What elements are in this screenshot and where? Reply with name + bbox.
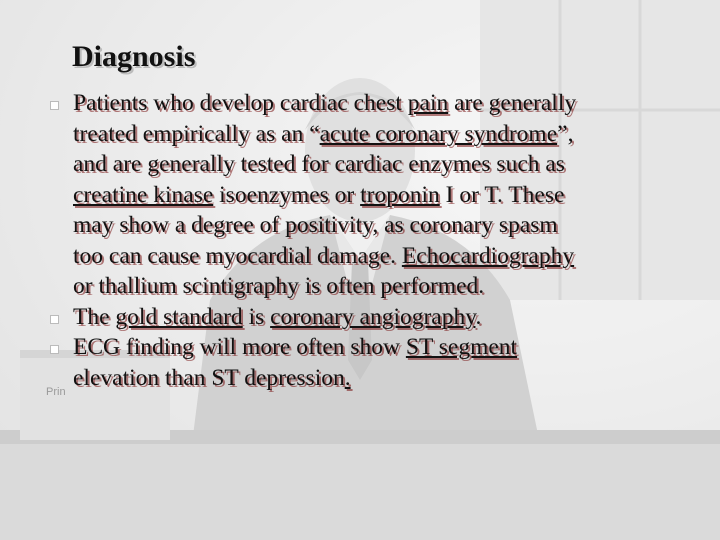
bullet-text: isoenzymes or [213, 181, 361, 208]
hyperlink[interactable]: ST segment [405, 334, 518, 360]
bullet-text: is [242, 303, 271, 330]
bullet-item [50, 302, 690, 333]
bullet-item [50, 332, 690, 393]
bullet-text: and are generally tested for cardiac enzymes such as [73, 151, 565, 177]
hyperlink[interactable]: . [344, 364, 351, 391]
bullet-list [50, 88, 690, 393]
bullet-square-icon [50, 315, 59, 324]
bullet-text: I or T. These [439, 181, 565, 208]
bullet-text: Patients who develop cardiac chest [73, 90, 408, 116]
bullet-square-icon [50, 101, 59, 110]
bullet-text: elevation than ST depression [73, 364, 345, 391]
slide-title: Diagnosis [72, 40, 196, 73]
hyperlink[interactable]: gold standard [115, 303, 243, 330]
bullet-text: . [475, 303, 482, 330]
bullet-text: may show a degree of positivity, as coronary spasm [73, 212, 558, 238]
hyperlink[interactable]: pain [407, 90, 449, 116]
bullet-item [50, 88, 690, 302]
hyperlink[interactable]: creatine kinase [73, 181, 214, 208]
bullet-text: ”, [557, 120, 574, 147]
background-caption: Prin [46, 386, 66, 398]
bullet-text: ECG finding will more often show [73, 334, 406, 360]
hyperlink[interactable]: troponin [360, 181, 440, 208]
hyperlink[interactable]: acute coronary syndrome [319, 120, 558, 147]
bullet-text: are generally [448, 90, 577, 116]
hyperlink[interactable]: coronary angiography [270, 303, 476, 330]
bullet-text: The [73, 303, 116, 330]
bullet-text: too can cause myocardial damage. [73, 242, 402, 269]
hyperlink[interactable]: Echocardiography [401, 242, 575, 269]
bullet-text: treated empirically as an “ [73, 120, 320, 147]
bullet-text: or thallium scintigraphy is often performed. [73, 273, 485, 299]
bullet-square-icon [50, 345, 59, 354]
